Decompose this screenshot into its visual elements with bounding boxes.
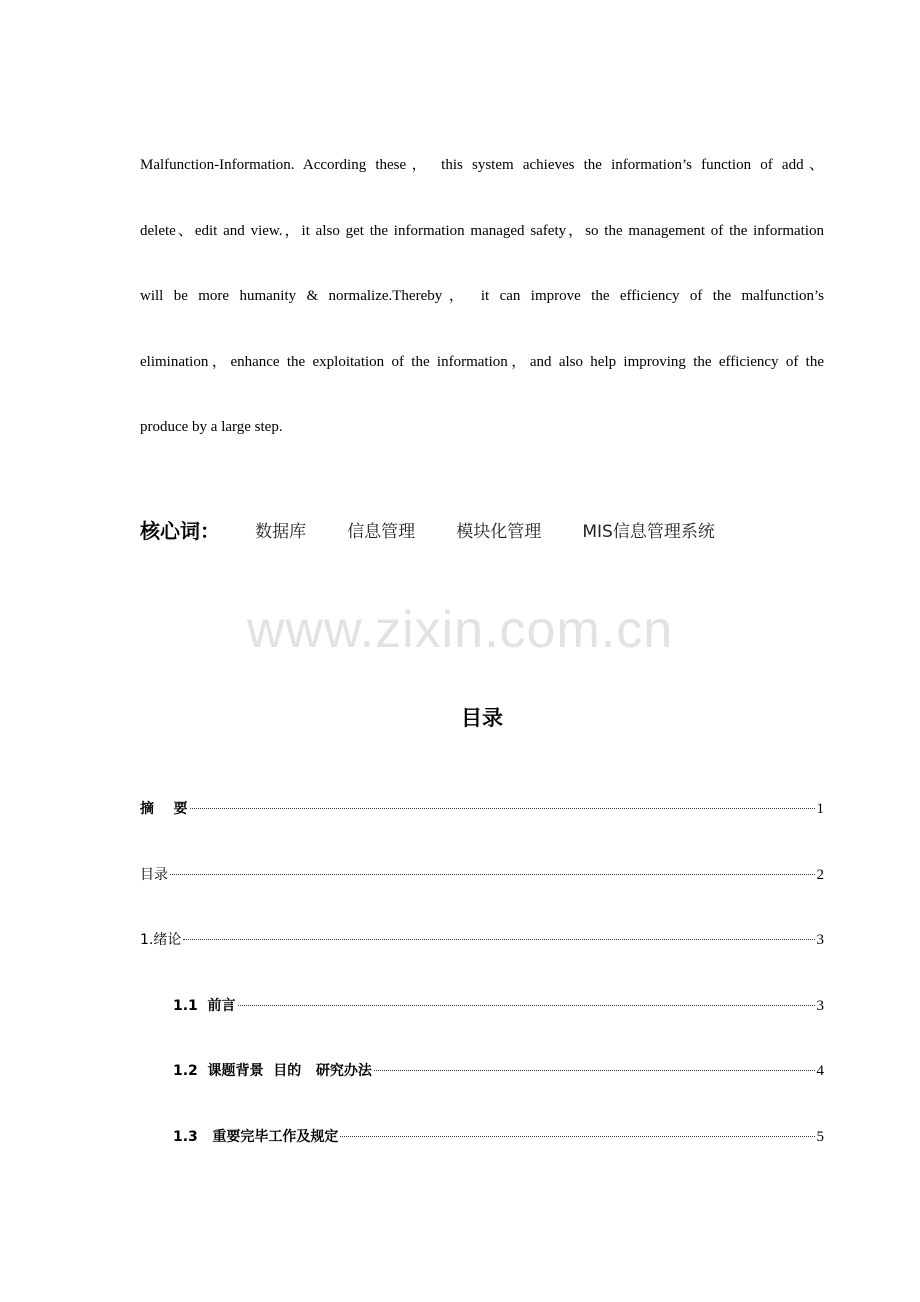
keywords-label: 核心词： xyxy=(140,519,220,543)
toc-entry-page: 3 xyxy=(816,997,824,1014)
abstract-text xyxy=(140,140,824,468)
watermark: www.zixin.com.cn xyxy=(246,601,674,659)
abstract-line: Malfunction-Information. According these， this system achieves the information’s function of add、 xyxy=(140,157,824,173)
toc-leader-dots xyxy=(183,939,814,940)
toc-leader-dots xyxy=(374,1070,815,1071)
toc-entry-label: 1.3 重要完毕工作及规定 xyxy=(173,1128,339,1145)
toc-entry[interactable] xyxy=(140,1123,824,1189)
abstract-line: delete、edit and view.，it also get the information managed safety，so the management of the information xyxy=(140,222,824,239)
keywords-section xyxy=(140,515,715,544)
toc-entry-page: 4 xyxy=(816,1063,824,1079)
toc-entry-label: 摘 要 xyxy=(140,801,188,817)
toc-entry[interactable] xyxy=(140,926,824,992)
toc-leader-dots xyxy=(170,874,815,875)
toc-leader-dots xyxy=(340,1136,814,1137)
toc-entry-label: 1.2 课题背景 目的 研究办法 xyxy=(173,1063,372,1079)
keyword-item: 模块化管理 xyxy=(456,522,542,542)
toc-entry-page: 3 xyxy=(816,932,824,948)
toc-entry[interactable] xyxy=(140,861,824,927)
toc-leader-dots xyxy=(238,1005,815,1006)
keyword-item: MIS信息管理系统 xyxy=(582,522,715,542)
toc-entry-label: 目录 xyxy=(140,866,168,883)
toc-entry[interactable] xyxy=(140,795,824,861)
toc-entry[interactable] xyxy=(140,992,824,1058)
keyword-item: 信息管理 xyxy=(347,522,416,542)
abstract-line: will be more humanity & normalize.Thereby， it can improve the efficiency of the malfunction’s xyxy=(140,288,824,304)
toc-entry-page: 1 xyxy=(816,801,824,817)
abstract-line: elimination，enhance the exploitation of the information，and also help improving the efficiency of the xyxy=(140,353,824,370)
table-of-contents xyxy=(140,795,824,1188)
toc-entry[interactable] xyxy=(140,1057,824,1123)
toc-entry-label: 1.1 前言 xyxy=(173,997,236,1014)
toc-entry-page: 2 xyxy=(816,866,824,883)
toc-leader-dots xyxy=(190,808,815,809)
toc-entry-page: 5 xyxy=(816,1128,824,1145)
toc-title: 目录 xyxy=(461,706,503,730)
abstract-line: produce by a large step. xyxy=(140,419,283,435)
keyword-item: 数据库 xyxy=(255,522,307,542)
toc-entry-label: 1.绪论 xyxy=(140,932,182,948)
